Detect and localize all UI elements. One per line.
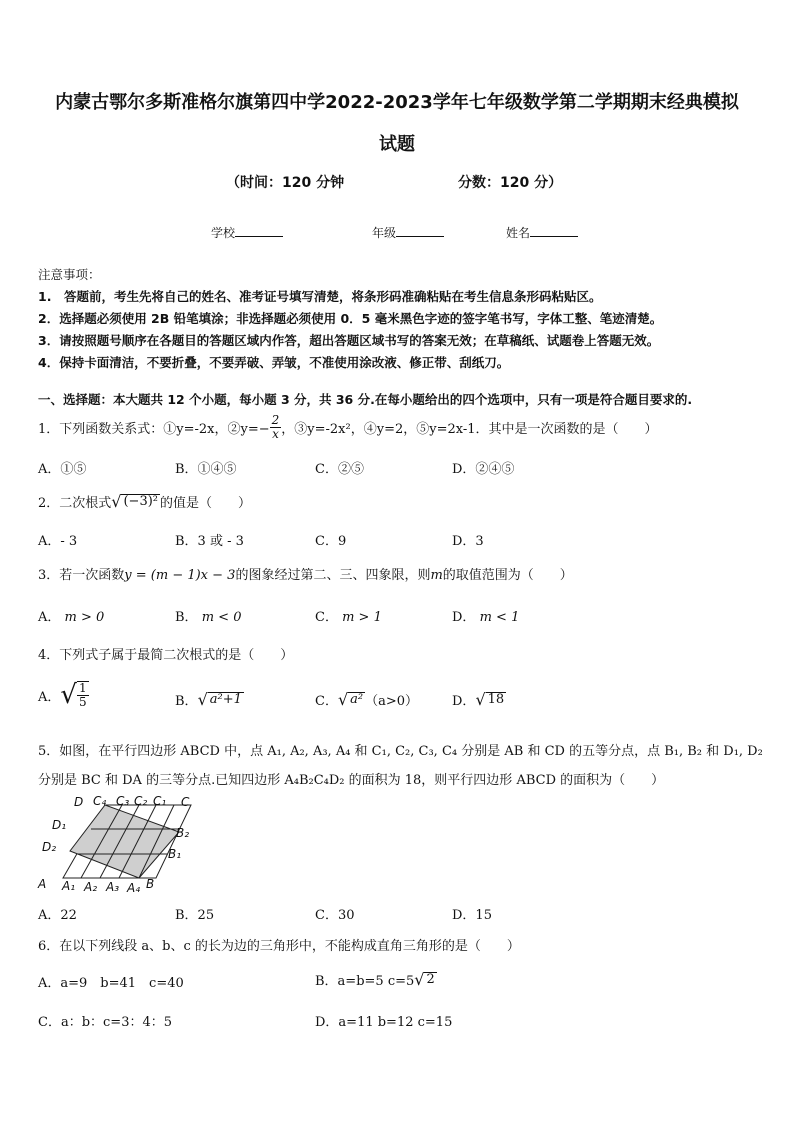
q4-option-d[interactable]: D． √ 18	[452, 690, 505, 709]
label-b2: B₂	[176, 826, 190, 840]
label-c2: C₂	[134, 794, 148, 808]
note-item: 4．保持卡面清洁，不要折叠，不要弄破、弄皱，不准使用涂改液、修正带、刮纸刀。	[38, 355, 510, 370]
q2-text-b: 的值是（ ）	[160, 496, 252, 511]
sqrt-icon: √	[197, 690, 208, 709]
q6-option-b[interactable]: B．a=b=5 c=5 √ 2	[315, 970, 435, 989]
q4-option-c[interactable]: C． √ a² （a>0）	[315, 690, 419, 709]
sqrt-icon: √	[337, 690, 349, 709]
q1-option-c[interactable]: C．②⑤	[315, 462, 364, 477]
school-label: 学校	[211, 226, 236, 240]
q2-option-c[interactable]: C．9	[315, 534, 347, 549]
q3-text-b: 的图象经过第二、三、四象限，则	[235, 568, 431, 583]
label-a2: A₂	[84, 880, 98, 894]
label-d2: D₂	[42, 840, 57, 854]
label-c: C	[181, 795, 190, 809]
note-item: 1. 答题前，考生先将自己的姓名、准考证号填写清楚，将条形码准确粘贴在考生信息条形码粘贴区。	[38, 289, 602, 304]
q4-option-b[interactable]: B． √ a²+1	[175, 690, 242, 709]
q6-option-a[interactable]: A．a=9 b=41 c=40	[38, 976, 184, 991]
exam-time: （时间：120 分钟	[226, 175, 345, 191]
exam-score: 分数：120 分）	[458, 175, 563, 191]
label-b: B	[146, 877, 155, 891]
question-3	[38, 564, 573, 583]
q2-option-d[interactable]: D．3	[452, 534, 484, 549]
sqrt-icon: √	[60, 680, 77, 710]
note-item: 3．请按照题号顺序在各题目的答题区域内作答，超出答题区域书写的答案无效；在草稿纸、试题卷上答题无效。	[38, 333, 660, 348]
q2-text-a: 2．二次根式	[38, 496, 112, 511]
q3-option-d[interactable]: D． m < 1	[452, 610, 520, 625]
sqrt-icon: √	[475, 690, 486, 709]
q5-option-a[interactable]: A．22	[38, 908, 77, 923]
sqrt-icon: √	[414, 970, 425, 989]
q1-option-d[interactable]: D．②④⑤	[452, 462, 515, 477]
label-a1: A₁	[62, 879, 76, 893]
sqrt-icon: √	[111, 492, 122, 511]
q5-option-b[interactable]: B．25	[175, 908, 215, 923]
label-c1: C₁	[153, 794, 167, 808]
question-1	[38, 414, 658, 441]
school-field[interactable]	[211, 224, 283, 241]
grade-field[interactable]	[372, 224, 444, 241]
q1-text-a: 1．下列函数关系式：①y=-2x，②y=−	[38, 422, 270, 437]
q2-radicand: (−3)²	[123, 494, 159, 509]
q6-option-d[interactable]: D．a=11 b=12 c=15	[315, 1015, 453, 1030]
question-5-line1: 5．如图，在平行四边形 ABCD 中，点 A₁, A₂, A₃, A₄ 和 C₁, C₂, C₃, C₄ 分别是 AB 和 CD 的五等分点，点 B₁, B₂ 和 D₁, D₂	[38, 744, 763, 759]
label-d: D	[74, 795, 84, 809]
q3-formula: y = (m − 1)x − 3	[124, 568, 236, 583]
q6-option-c[interactable]: C．a：b：c=3：4：5	[38, 1015, 173, 1030]
q1-text-b: ，③y=-2x²，④y=2，⑤y=2x-1．其中是一次函数的是（ ）	[281, 422, 658, 437]
question-4: 4．下列式子属于最简二次根式的是（ ）	[38, 648, 294, 663]
q1-fraction: $\frac{2}{x}$	[271, 413, 280, 441]
label-b1: B₁	[168, 847, 182, 861]
grade-label: 年级	[372, 226, 397, 240]
note-item: 2．选择题必须使用 2B 铅笔填涂；非选择题必须使用 0．5 毫米黑色字迹的签字笔书写，字体工整、笔迹清楚。	[38, 311, 663, 326]
label-a3: A₃	[106, 880, 120, 894]
q3-option-c[interactable]: C． m > 1	[315, 610, 382, 625]
question-5-line2: 分别是 BC 和 DA 的三等分点.已知四边形 A₄B₂C₄D₂ 的面积为 18，则平行四边形 ABCD 的面积为（ ）	[38, 773, 665, 788]
page-title: 内蒙古鄂尔多斯准格尔旗第四中学2022-2023学年七年级数学第二学期期末经典模拟	[55, 92, 739, 113]
q1-option-b[interactable]: B．①④⑤	[175, 462, 237, 477]
q1-option-a[interactable]: A．①⑤	[38, 462, 87, 477]
q3-var: m	[430, 568, 443, 583]
parallelogram-figure	[36, 792, 206, 894]
label-d1: D₁	[52, 818, 67, 832]
q5-option-c[interactable]: C．30	[315, 908, 355, 923]
label-c4: C₄	[93, 794, 107, 808]
section-heading: 一、选择题：本大题共 12 个小题，每小题 3 分，共 36 分.在每小题给出的四个选项中，只有一项是符合题目要求的.	[38, 392, 693, 407]
q3-text-c: 的取值范围为（ ）	[442, 568, 573, 583]
q3-option-a[interactable]: A． m > 0	[38, 610, 105, 625]
page-title-line2: 试题	[379, 134, 415, 155]
name-field[interactable]	[506, 224, 578, 241]
label-a: A	[38, 877, 47, 891]
question-2	[38, 492, 251, 511]
q4-option-a[interactable]: A． √ $\frac{1}{5}$	[38, 680, 87, 710]
q5-option-d[interactable]: D．15	[452, 908, 492, 923]
question-6: 6．在以下列线段 a、b、c 的长为边的三角形中，不能构成直角三角形的是（ ）	[38, 939, 520, 954]
q3-option-b[interactable]: B． m < 0	[175, 610, 242, 625]
notes-heading: 注意事项：	[38, 267, 101, 282]
q2-option-a[interactable]: A．- 3	[38, 534, 78, 549]
label-a4: A₄	[127, 881, 141, 894]
label-c3: C₃	[116, 794, 130, 808]
name-label: 姓名	[506, 226, 531, 240]
q2-option-b[interactable]: B．3 或 - 3	[175, 534, 244, 549]
q3-text-a: 3．若一次函数	[38, 568, 125, 583]
